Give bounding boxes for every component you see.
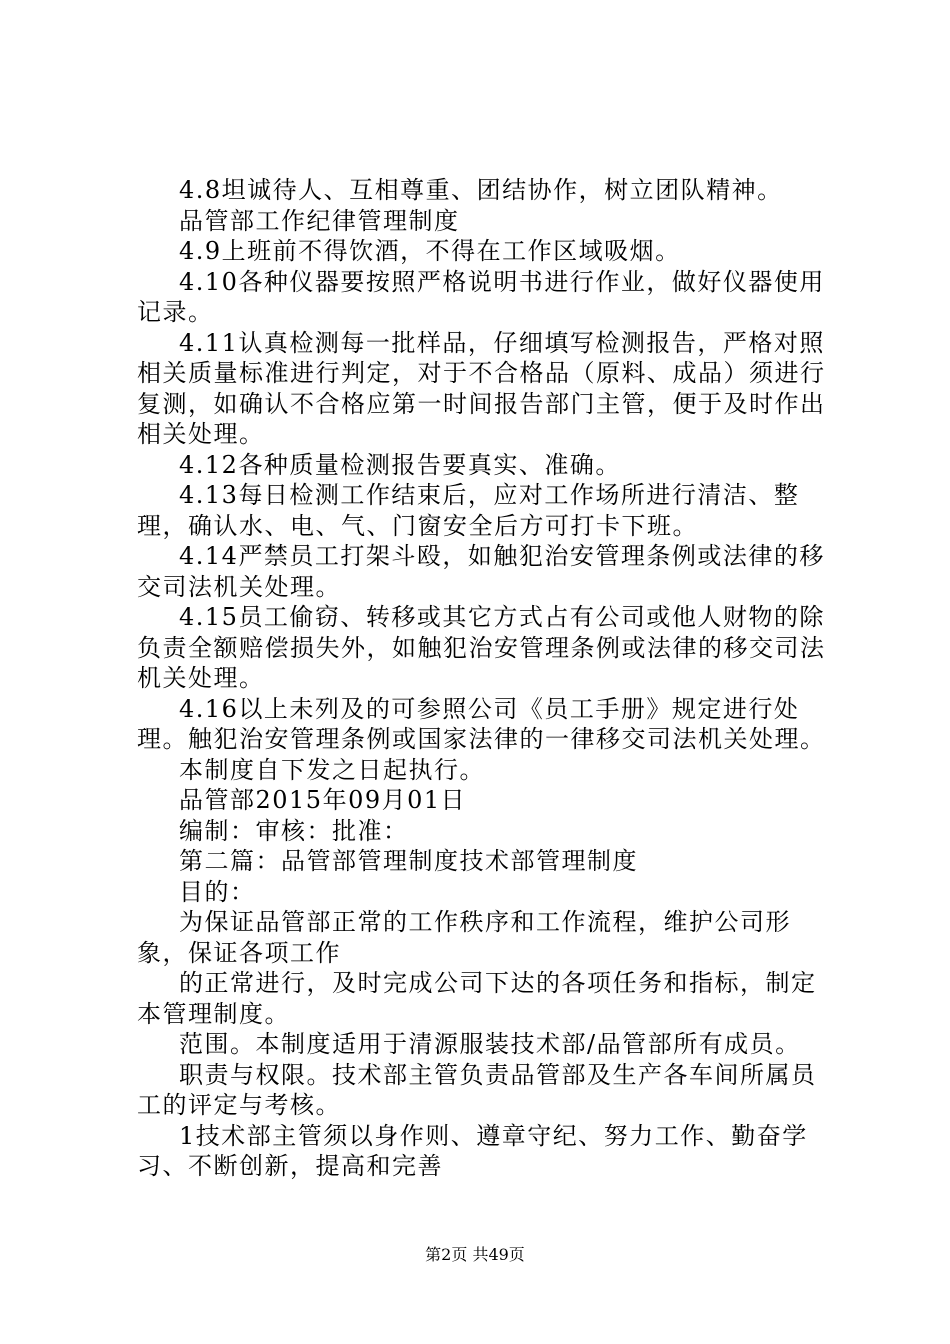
paragraph-4-11: 4.11认真检测每一批样品，仔细填写检测报告，严格对照相关质量标准进行判定，对于不合格品（原料、成品）须进行复测，如确认不合格应第一时间报告部门主管，便于及时作出相关处理。 (137, 328, 826, 448)
paragraph-4-14: 4.14严禁员工打架斗殴，如触犯治安管理条例或法律的移交司法机关处理。 (137, 542, 825, 601)
rule-1-paragraph: 1技术部主管须以身作则、遵章守纪、努力工作、勤奋学习、不断创新，提高和完善 (137, 1121, 808, 1180)
paragraph-4-16: 4.16以上未列及的可参照公司《员工手册》规定进行处理。触犯治安管理条例或国家法律的一律移交司法机关处理。 (137, 694, 826, 753)
paragraph-4-13: 4.13每日检测工作结束后，应对工作场所进行清洁、整理，确认水、电、气、门窗安全后方可打卡下班。 (137, 481, 800, 540)
effective-statement: 本制度自下发之日起执行。 (179, 755, 485, 784)
page-footer: 第2页 共49页 (425, 1245, 525, 1264)
section-heading-discipline: 品管部工作纪律管理制度 (179, 206, 460, 235)
purpose-heading: 目的： (179, 877, 256, 906)
paragraph-4-9: 4.9上班前不得饮酒，不得在工作区域吸烟。 (179, 237, 681, 265)
document-body (137, 175, 837, 1182)
paragraph-4-8: 4.8坦诚待人、互相尊重、团结协作，树立团队精神。 (179, 176, 783, 204)
purpose-paragraph-2: 的正常进行，及时完成公司下达的各项任务和指标，制定本管理制度。 (137, 969, 817, 1028)
responsibility-paragraph: 职责与权限。技术部主管负责品管部及生产各车间所属员工的评定与考核。 (137, 1060, 817, 1119)
chapter-heading: 第二篇：品管部管理制度技术部管理制度 (179, 847, 638, 875)
paragraph-4-12: 4.12各种质量检测报告要真实、准确。 (179, 450, 621, 479)
scope-paragraph: 范围。本制度适用于清源服装技术部/品管部所有成员。 (179, 1030, 801, 1058)
paragraph-4-10: 4.10各种仪器要按照严格说明书进行作业，做好仪器使用记录。 (137, 267, 825, 326)
paragraph-4-15: 4.15员工偷窃、转移或其它方式占有公司或他人财物的除负责全额赔偿损失外，如触犯治安管理条例或法律的移交司法机关处理。 (137, 603, 826, 692)
purpose-paragraph-1: 为保证品管部正常的工作秩序和工作流程，维护公司形象，保证各项工作 (137, 908, 791, 967)
issuer-date: 品管部2015年09月01日 (179, 786, 467, 814)
approval-line: 编制：审核：批准： (179, 816, 409, 845)
